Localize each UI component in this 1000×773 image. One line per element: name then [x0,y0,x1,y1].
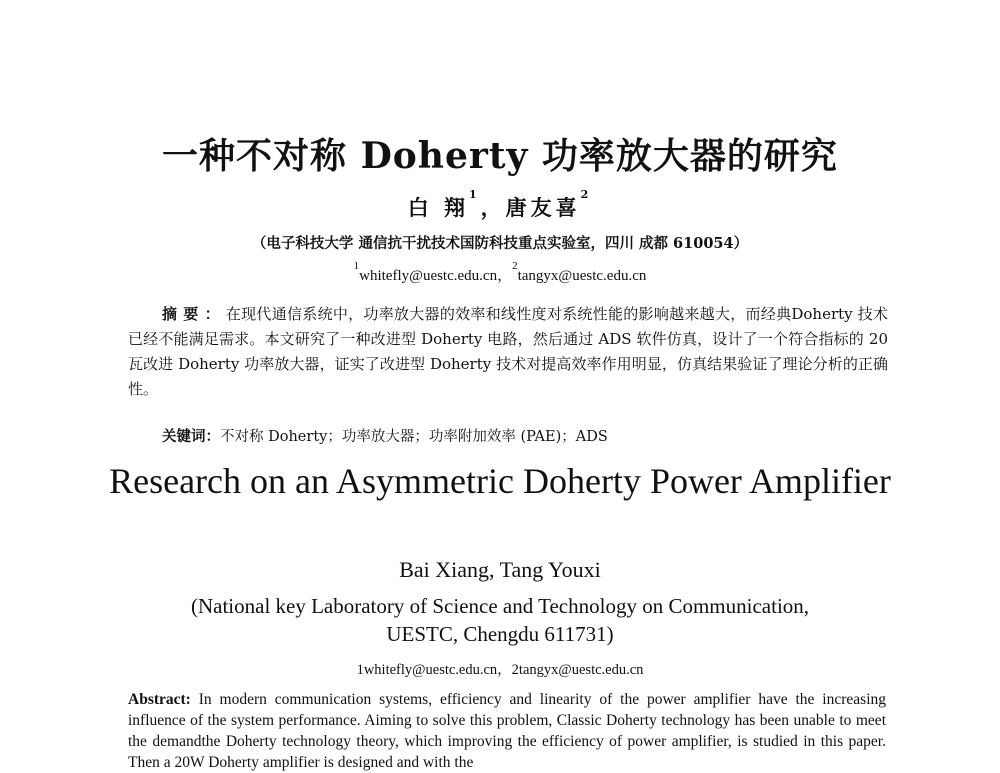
cn-keywords-text: 不对称 Doherty；功率放大器；功率附加效率 (PAE)；ADS [220,429,608,445]
en-abstract-text: In modern communication systems, efficiency and linearity of the power amplifier have the increasing influence of the system performance. Aiming to solve this problem, Classic Doherty technology has been unable to meet the demandthe Doherty technology theory, which improving the efficiency of power amplifier, is studied in this paper. Then a 20W Doherty amplifier is designed and with the [128,691,886,771]
cn-title: 一种不对称 Doherty 功率放大器的研究 [162,135,838,177]
en-title: Research on an Asymmetric Doherty Power Amplifier [109,461,891,501]
cn-abstract-text: 在现代通信系统中，功率放大器的效率和线性度对系统性能的影响越来越大，而经典Doherty 技术已经不能满足需求。本文研究了一种改进型 Doherty 电路，然后通过 ADS 软件仿真，设计了一个符合指标的 20 瓦改进 Doherty 功率放大器，证实了改进型 Doherty 技术对提高效率作用明显，仿真结果验证了理论分析的正确性。 [128,305,888,398]
cn-email-2-sup: 2 [512,260,518,272]
cn-author-separator: ， [480,195,506,220]
cn-author-2-sup: 2 [580,188,593,201]
cn-keywords [162,425,608,446]
cn-authors [0,188,1000,222]
en-abstract [128,689,886,773]
cn-keywords-label: 关键词： [162,428,220,445]
cn-email-1: whitefly@uestc.edu.cn， [359,268,513,284]
en-affiliation [0,592,1000,648]
cn-emails [0,260,1000,285]
en-abstract-label: Abstract: [128,691,191,708]
cn-email-1-sup: 1 [353,260,360,272]
en-affiliation-line-2: UESTC, Chengdu 611731) [386,622,614,646]
en-authors: Bai Xiang, Tang Youxi [399,557,601,582]
cn-author-1-sup: 1 [469,188,481,201]
cn-author-2: 唐友喜 [505,195,581,220]
cn-affiliation: （电子科技大学 通信抗干扰技术国防科技重点实验室，四川 成都 610054） [251,235,749,252]
cn-author-1: 白 翔 [407,195,469,220]
cn-abstract-label: 摘要： [162,305,226,323]
cn-abstract [128,302,888,402]
en-affiliation-line-1: (National key Laboratory of Science and Technology on Communication, [190,594,810,618]
en-emails: 1whitefly@uestc.edu.cn，2tangyx@uestc.edu.cn [356,662,644,678]
cn-email-2: tangyx@uestc.edu.cn [517,268,647,284]
